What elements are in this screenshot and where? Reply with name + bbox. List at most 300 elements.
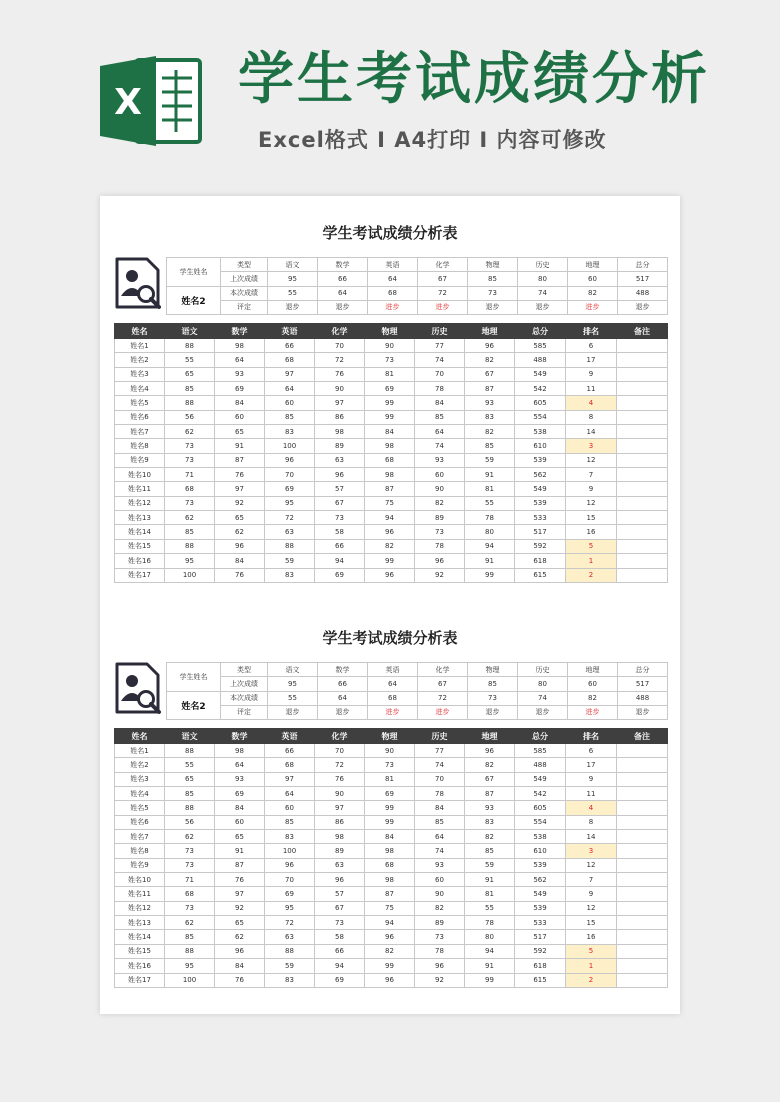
grade-cell: 93 xyxy=(465,396,515,410)
grade-cell: 84 xyxy=(215,554,265,568)
grade-cell: 81 xyxy=(365,772,415,786)
summary-cell: 55 xyxy=(268,286,318,300)
remark-cell xyxy=(617,858,668,872)
remark-cell xyxy=(617,353,668,367)
grade-cell: 81 xyxy=(365,367,415,381)
summary-cell: 历史 xyxy=(518,258,568,272)
grade-cell: 74 xyxy=(415,758,465,772)
grade-cell: 98 xyxy=(215,339,265,353)
grade-cell: 姓名9 xyxy=(115,453,165,467)
grade-cell: 65 xyxy=(165,772,215,786)
grade-cell: 69 xyxy=(265,887,315,901)
summary-cell: 化学 xyxy=(418,663,468,677)
remark-cell xyxy=(617,439,668,453)
grade-cell: 62 xyxy=(165,425,215,439)
grades-header-cell: 语文 xyxy=(165,324,215,339)
remark-cell xyxy=(617,554,668,568)
grade-cell: 96 xyxy=(365,973,415,987)
grade-cell: 65 xyxy=(215,916,265,930)
grade-cell: 95 xyxy=(265,901,315,915)
summary-row xyxy=(167,677,668,691)
grade-cell: 96 xyxy=(315,873,365,887)
grades-header-cell: 英语 xyxy=(265,729,315,744)
summary-cell: 总分 xyxy=(618,663,668,677)
grade-cell: 67 xyxy=(315,901,365,915)
report-title: 学生考试成绩分析表 xyxy=(322,629,458,647)
spreadsheet-page xyxy=(100,196,680,1014)
remark-cell xyxy=(617,916,668,930)
grade-cell: 99 xyxy=(365,554,415,568)
grade-cell: 100 xyxy=(265,844,315,858)
summary-cell: 64 xyxy=(318,691,368,705)
grade-cell: 姓名4 xyxy=(115,382,165,396)
grade-cell: 87 xyxy=(465,787,515,801)
grade-cell: 73 xyxy=(165,901,215,915)
grade-cell: 85 xyxy=(265,410,315,424)
grade-cell: 94 xyxy=(465,944,515,958)
grade-cell: 96 xyxy=(265,858,315,872)
grade-cell: 55 xyxy=(165,353,215,367)
grades-header-cell: 姓名 xyxy=(115,729,165,744)
remark-cell xyxy=(617,758,668,772)
grade-cell: 60 xyxy=(415,468,465,482)
summary-cell: 退步 xyxy=(268,300,318,314)
rank-cell: 8 xyxy=(566,815,617,829)
grade-cell: 姓名5 xyxy=(115,396,165,410)
grade-cell: 83 xyxy=(465,410,515,424)
grade-cell: 84 xyxy=(215,396,265,410)
table-row xyxy=(115,468,668,482)
grade-cell: 533 xyxy=(515,511,566,525)
grade-cell: 64 xyxy=(215,353,265,367)
summary-row xyxy=(167,300,668,314)
remark-cell xyxy=(617,787,668,801)
grade-cell: 517 xyxy=(515,930,566,944)
rank-cell: 9 xyxy=(566,772,617,786)
rank-cell: 17 xyxy=(566,353,617,367)
table-row xyxy=(115,382,668,396)
grade-cell: 76 xyxy=(215,873,265,887)
grade-cell: 88 xyxy=(165,539,215,553)
summary-cell: 数学 xyxy=(318,663,368,677)
grade-cell: 64 xyxy=(265,787,315,801)
remark-cell xyxy=(617,887,668,901)
grade-cell: 64 xyxy=(215,758,265,772)
grade-cell: 姓名13 xyxy=(115,916,165,930)
grade-cell: 68 xyxy=(265,758,315,772)
grade-cell: 73 xyxy=(165,453,215,467)
grade-cell: 68 xyxy=(365,858,415,872)
grade-cell: 542 xyxy=(515,787,566,801)
grade-cell: 87 xyxy=(215,858,265,872)
rank-cell: 12 xyxy=(566,496,617,510)
grade-cell: 87 xyxy=(215,453,265,467)
grade-cell: 68 xyxy=(265,353,315,367)
grade-cell: 57 xyxy=(315,887,365,901)
grades-header-cell: 历史 xyxy=(415,729,465,744)
remark-cell xyxy=(617,873,668,887)
grade-cell: 93 xyxy=(215,772,265,786)
grade-cell: 87 xyxy=(465,382,515,396)
table-row xyxy=(115,525,668,539)
table-row xyxy=(115,744,668,758)
grade-cell: 70 xyxy=(415,772,465,786)
rank-cell: 6 xyxy=(566,744,617,758)
grade-cell: 64 xyxy=(415,425,465,439)
grade-cell: 63 xyxy=(315,858,365,872)
table-row xyxy=(115,511,668,525)
grade-cell: 85 xyxy=(165,930,215,944)
grade-cell: 60 xyxy=(215,410,265,424)
grade-cell: 80 xyxy=(465,930,515,944)
summary-cell: 74 xyxy=(518,691,568,705)
grade-cell: 549 xyxy=(515,772,566,786)
grade-cell: 92 xyxy=(415,973,465,987)
grade-cell: 56 xyxy=(165,410,215,424)
grade-cell: 69 xyxy=(365,787,415,801)
rank-cell: 3 xyxy=(566,439,617,453)
student-name-label: 学生姓名 xyxy=(167,258,221,287)
table-row xyxy=(115,930,668,944)
grade-cell: 549 xyxy=(515,482,566,496)
grades-header-cell: 地理 xyxy=(465,729,515,744)
grade-cell: 542 xyxy=(515,382,566,396)
rank-cell: 15 xyxy=(566,511,617,525)
grade-cell: 59 xyxy=(265,554,315,568)
remark-cell xyxy=(617,511,668,525)
remark-cell xyxy=(617,901,668,915)
grade-cell: 69 xyxy=(215,382,265,396)
table-row xyxy=(115,901,668,915)
grade-cell: 90 xyxy=(365,744,415,758)
grades-header-cell: 化学 xyxy=(315,324,365,339)
grade-cell: 75 xyxy=(365,496,415,510)
grade-cell: 96 xyxy=(315,468,365,482)
grade-cell: 82 xyxy=(465,425,515,439)
grade-cell: 88 xyxy=(165,744,215,758)
grade-cell: 94 xyxy=(315,554,365,568)
grade-cell: 554 xyxy=(515,815,566,829)
summary-cell: 本次成绩 xyxy=(221,286,268,300)
student-name: 姓名2 xyxy=(167,286,221,315)
grade-cell: 554 xyxy=(515,410,566,424)
rank-cell: 1 xyxy=(566,554,617,568)
summary-cell: 进步 xyxy=(568,705,618,719)
grade-cell: 96 xyxy=(365,525,415,539)
summary-cell: 退步 xyxy=(268,705,318,719)
remark-cell xyxy=(617,744,668,758)
summary-cell: 55 xyxy=(268,691,318,705)
grade-cell: 姓名8 xyxy=(115,844,165,858)
grade-cell: 99 xyxy=(365,396,415,410)
remark-cell xyxy=(617,468,668,482)
summary-cell: 60 xyxy=(568,677,618,691)
grades-header-cell: 总分 xyxy=(515,324,566,339)
grade-cell: 73 xyxy=(365,353,415,367)
rank-cell: 17 xyxy=(566,758,617,772)
grade-cell: 539 xyxy=(515,496,566,510)
summary-cell: 80 xyxy=(518,272,568,286)
grade-cell: 姓名16 xyxy=(115,554,165,568)
remark-cell xyxy=(617,425,668,439)
grade-cell: 98 xyxy=(315,425,365,439)
rank-cell: 14 xyxy=(566,830,617,844)
grade-cell: 62 xyxy=(215,930,265,944)
grade-cell: 89 xyxy=(315,844,365,858)
summary-cell: 488 xyxy=(618,691,668,705)
remark-cell xyxy=(617,801,668,815)
grade-cell: 姓名17 xyxy=(115,973,165,987)
grade-cell: 73 xyxy=(165,439,215,453)
summary-cell: 退步 xyxy=(318,705,368,719)
table-row xyxy=(115,496,668,510)
summary-table xyxy=(166,662,668,720)
grade-cell: 70 xyxy=(415,367,465,381)
grade-cell: 62 xyxy=(215,525,265,539)
grade-cell: 85 xyxy=(165,787,215,801)
grade-cell: 71 xyxy=(165,873,215,887)
grade-cell: 94 xyxy=(365,511,415,525)
grades-header-cell: 数学 xyxy=(215,729,265,744)
grade-cell: 姓名12 xyxy=(115,496,165,510)
grade-cell: 78 xyxy=(415,944,465,958)
grade-cell: 82 xyxy=(415,496,465,510)
grade-cell: 92 xyxy=(415,568,465,582)
table-row xyxy=(115,916,668,930)
grades-header-cell: 总分 xyxy=(515,729,566,744)
summary-cell: 退步 xyxy=(468,705,518,719)
grade-cell: 65 xyxy=(215,425,265,439)
grades-header-cell: 姓名 xyxy=(115,324,165,339)
grade-cell: 618 xyxy=(515,554,566,568)
grade-cell: 97 xyxy=(315,801,365,815)
grade-cell: 539 xyxy=(515,901,566,915)
rank-cell: 4 xyxy=(566,801,617,815)
grade-cell: 92 xyxy=(215,496,265,510)
grade-cell: 74 xyxy=(415,439,465,453)
grade-cell: 73 xyxy=(415,525,465,539)
grade-cell: 76 xyxy=(315,367,365,381)
grades-header-cell: 语文 xyxy=(165,729,215,744)
grade-cell: 82 xyxy=(465,830,515,844)
table-row xyxy=(115,439,668,453)
summary-cell: 64 xyxy=(318,286,368,300)
grade-cell: 姓名7 xyxy=(115,425,165,439)
grade-cell: 85 xyxy=(465,439,515,453)
table-row xyxy=(115,758,668,772)
grade-cell: 姓名15 xyxy=(115,944,165,958)
rank-cell: 2 xyxy=(566,568,617,582)
grade-cell: 72 xyxy=(315,353,365,367)
grade-cell: 85 xyxy=(415,815,465,829)
grade-cell: 99 xyxy=(465,973,515,987)
grade-cell: 99 xyxy=(365,801,415,815)
summary-cell: 85 xyxy=(468,272,518,286)
grade-cell: 96 xyxy=(465,744,515,758)
summary-cell: 进步 xyxy=(568,300,618,314)
grade-cell: 60 xyxy=(265,801,315,815)
summary-cell: 72 xyxy=(418,286,468,300)
grade-cell: 60 xyxy=(265,396,315,410)
grade-cell: 73 xyxy=(165,844,215,858)
table-row xyxy=(115,844,668,858)
summary-row xyxy=(167,705,668,719)
grade-cell: 姓名14 xyxy=(115,930,165,944)
grade-cell: 姓名2 xyxy=(115,758,165,772)
grade-cell: 549 xyxy=(515,887,566,901)
student-name: 姓名2 xyxy=(167,691,221,720)
table-row xyxy=(115,887,668,901)
summary-cell: 英语 xyxy=(368,258,418,272)
remark-cell xyxy=(617,496,668,510)
grade-cell: 姓名14 xyxy=(115,525,165,539)
summary-cell: 64 xyxy=(368,677,418,691)
grade-cell: 63 xyxy=(265,930,315,944)
grade-cell: 82 xyxy=(415,901,465,915)
grade-cell: 80 xyxy=(465,525,515,539)
grade-cell: 85 xyxy=(165,382,215,396)
grade-cell: 姓名3 xyxy=(115,367,165,381)
student-name-label: 学生姓名 xyxy=(167,663,221,692)
grade-cell: 69 xyxy=(265,482,315,496)
summary-cell: 类型 xyxy=(221,258,268,272)
grade-cell: 姓名1 xyxy=(115,744,165,758)
grade-cell: 78 xyxy=(415,382,465,396)
student-search-icon xyxy=(114,256,162,310)
grade-cell: 姓名11 xyxy=(115,482,165,496)
remark-cell xyxy=(617,382,668,396)
table-row xyxy=(115,353,668,367)
excel-logo-icon xyxy=(96,52,204,150)
grade-cell: 87 xyxy=(365,482,415,496)
grade-cell: 488 xyxy=(515,353,566,367)
grade-cell: 91 xyxy=(465,554,515,568)
grades-table xyxy=(114,323,668,583)
table-row xyxy=(115,787,668,801)
grade-cell: 605 xyxy=(515,396,566,410)
summary-cell: 物理 xyxy=(468,258,518,272)
grade-cell: 姓名16 xyxy=(115,959,165,973)
grades-header-cell: 地理 xyxy=(465,324,515,339)
summary-cell: 95 xyxy=(268,677,318,691)
grade-cell: 533 xyxy=(515,916,566,930)
grade-cell: 73 xyxy=(315,916,365,930)
table-row xyxy=(115,973,668,987)
grade-cell: 83 xyxy=(465,815,515,829)
summary-cell: 80 xyxy=(518,677,568,691)
grade-cell: 93 xyxy=(215,367,265,381)
grade-cell: 88 xyxy=(165,944,215,958)
grade-cell: 97 xyxy=(265,772,315,786)
summary-cell: 517 xyxy=(618,677,668,691)
grade-cell: 97 xyxy=(265,367,315,381)
summary-cell: 66 xyxy=(318,677,368,691)
grade-cell: 538 xyxy=(515,425,566,439)
summary-cell: 73 xyxy=(468,691,518,705)
rank-cell: 9 xyxy=(566,367,617,381)
table-row xyxy=(115,568,668,582)
rank-cell: 3 xyxy=(566,844,617,858)
grades-header-cell: 英语 xyxy=(265,324,315,339)
grades-header-cell: 排名 xyxy=(566,729,617,744)
grade-cell: 62 xyxy=(165,916,215,930)
summary-cell: 66 xyxy=(318,272,368,286)
summary-cell: 退步 xyxy=(518,300,568,314)
summary-cell: 进步 xyxy=(368,300,418,314)
grade-cell: 83 xyxy=(265,425,315,439)
summary-cell: 74 xyxy=(518,286,568,300)
summary-cell: 语文 xyxy=(268,258,318,272)
grade-cell: 78 xyxy=(465,916,515,930)
summary-cell: 本次成绩 xyxy=(221,691,268,705)
grade-cell: 89 xyxy=(415,916,465,930)
table-row xyxy=(115,815,668,829)
grade-cell: 99 xyxy=(365,815,415,829)
grade-cell: 618 xyxy=(515,959,566,973)
summary-cell: 评定 xyxy=(221,705,268,719)
grade-cell: 64 xyxy=(265,382,315,396)
table-row xyxy=(115,339,668,353)
remark-cell xyxy=(617,410,668,424)
grade-cell: 87 xyxy=(365,887,415,901)
rank-cell: 5 xyxy=(566,944,617,958)
grade-cell: 95 xyxy=(165,959,215,973)
excel-logo-letter: X xyxy=(114,82,142,123)
grades-header-row xyxy=(115,729,668,744)
grade-cell: 55 xyxy=(165,758,215,772)
grade-cell: 69 xyxy=(215,787,265,801)
grades-header-cell: 物理 xyxy=(365,729,415,744)
grade-cell: 60 xyxy=(415,873,465,887)
grade-cell: 59 xyxy=(265,959,315,973)
grade-cell: 98 xyxy=(365,844,415,858)
grade-cell: 姓名4 xyxy=(115,787,165,801)
table-row xyxy=(115,554,668,568)
summary-cell: 物理 xyxy=(468,663,518,677)
grade-cell: 姓名17 xyxy=(115,568,165,582)
summary-cell: 化学 xyxy=(418,258,468,272)
grade-cell: 84 xyxy=(215,959,265,973)
grade-cell: 615 xyxy=(515,973,566,987)
summary-cell: 72 xyxy=(418,691,468,705)
remark-cell xyxy=(617,482,668,496)
grade-cell: 65 xyxy=(215,511,265,525)
grade-cell: 592 xyxy=(515,539,566,553)
grade-cell: 86 xyxy=(315,410,365,424)
grade-cell: 67 xyxy=(315,496,365,510)
table-row xyxy=(115,425,668,439)
summary-cell: 数学 xyxy=(318,258,368,272)
summary-cell: 上次成绩 xyxy=(221,677,268,691)
grade-cell: 96 xyxy=(215,539,265,553)
grade-cell: 90 xyxy=(315,787,365,801)
grade-cell: 74 xyxy=(415,353,465,367)
grades-header-cell: 历史 xyxy=(415,324,465,339)
grade-cell: 姓名6 xyxy=(115,410,165,424)
grades-header-cell: 物理 xyxy=(365,324,415,339)
summary-cell: 退步 xyxy=(618,300,668,314)
grade-cell: 72 xyxy=(315,758,365,772)
grade-cell: 100 xyxy=(165,568,215,582)
rank-cell: 14 xyxy=(566,425,617,439)
table-row xyxy=(115,482,668,496)
rank-cell: 4 xyxy=(566,396,617,410)
grade-cell: 585 xyxy=(515,744,566,758)
grade-cell: 92 xyxy=(215,901,265,915)
remark-cell xyxy=(617,367,668,381)
summary-header-row xyxy=(167,663,668,677)
grade-cell: 70 xyxy=(315,744,365,758)
